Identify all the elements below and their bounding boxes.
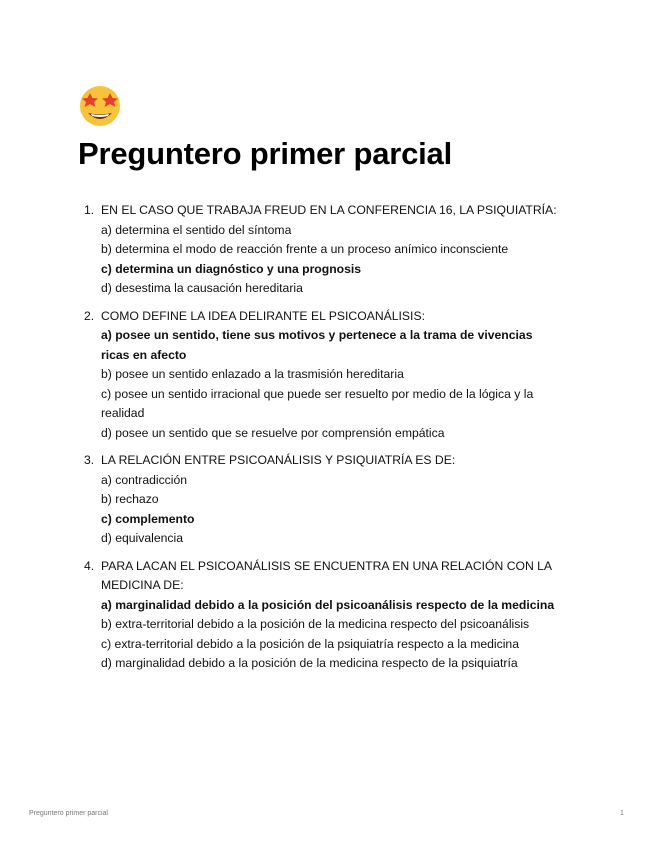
question-item (84, 451, 559, 549)
answer-option: c) posee un sentido irracional que puede ser resuelto por medio de la lógica y la realidad (101, 386, 534, 420)
answer-option: c) extra-territorial debido a la posición de la psiquiatría respecto a la medicina (101, 636, 519, 651)
question-text: COMO DEFINE LA IDEA DELIRANTE EL PSICOANÁLISIS: (101, 308, 425, 323)
answer-option: d) posee un sentido que se resuelve por comprensión empática (101, 425, 445, 440)
answer-option: d) marginalidad debido a la posición de la medicina respecto de la psiquiatría (101, 656, 518, 670)
question-number: 1. (84, 203, 95, 217)
question-number: 3. (84, 453, 95, 467)
question-list (84, 201, 559, 682)
answer-option: a) contradicción (101, 472, 188, 487)
page-title: Preguntero primer parcial (78, 136, 453, 171)
question-item (84, 307, 559, 444)
answer-option: d) desestima la causación hereditaria (101, 281, 303, 295)
question-text: LA RELACIÓN ENTRE PSICOANÁLISIS Y PSIQUIATRÍA ES DE: (101, 453, 456, 467)
question-number: 2. (84, 308, 95, 323)
question-item (84, 201, 559, 299)
page-number: 1 (620, 810, 624, 817)
answer-option: a) determina el sentido del síntoma (101, 222, 292, 237)
footer-title: Preguntero primer parcial (29, 810, 108, 817)
answer-option: b) determina el modo de reacción frente a un proceso anímico inconsciente (101, 242, 509, 256)
answer-option-correct: a) posee un sentido, tiene sus motivos y pertenece a la trama de vivencias ricas en afecto (101, 328, 533, 362)
answer-option-correct: a) marginalidad debido a la posición del psicoanálisis respecto de la medicina (101, 597, 555, 612)
question-number: 4. (84, 558, 95, 573)
question-text: EN EL CASO QUE TRABAJA FREUD EN LA CONFERENCIA 16, LA PSIQUIATRÍA: (101, 203, 557, 217)
question-item (84, 557, 559, 674)
question-text: PARA LACAN EL PSICOANÁLISIS SE ENCUENTRA EN UNA RELACIÓN CON LA MEDICINA DE: (101, 558, 552, 592)
answer-option: b) posee un sentido enlazado a la trasmisión hereditaria (101, 367, 404, 381)
answer-option-correct: c) determina un diagnóstico y una prognosis (101, 261, 362, 276)
answer-option: b) rechazo (101, 492, 159, 506)
answer-option: d) equivalencia (101, 531, 183, 545)
answer-option: b) extra-territorial debido a la posición de la medicina respecto del psicoanálisis (101, 617, 530, 631)
answer-option-correct: c) complemento (101, 511, 195, 526)
star-struck-emoji-icon (78, 85, 122, 127)
